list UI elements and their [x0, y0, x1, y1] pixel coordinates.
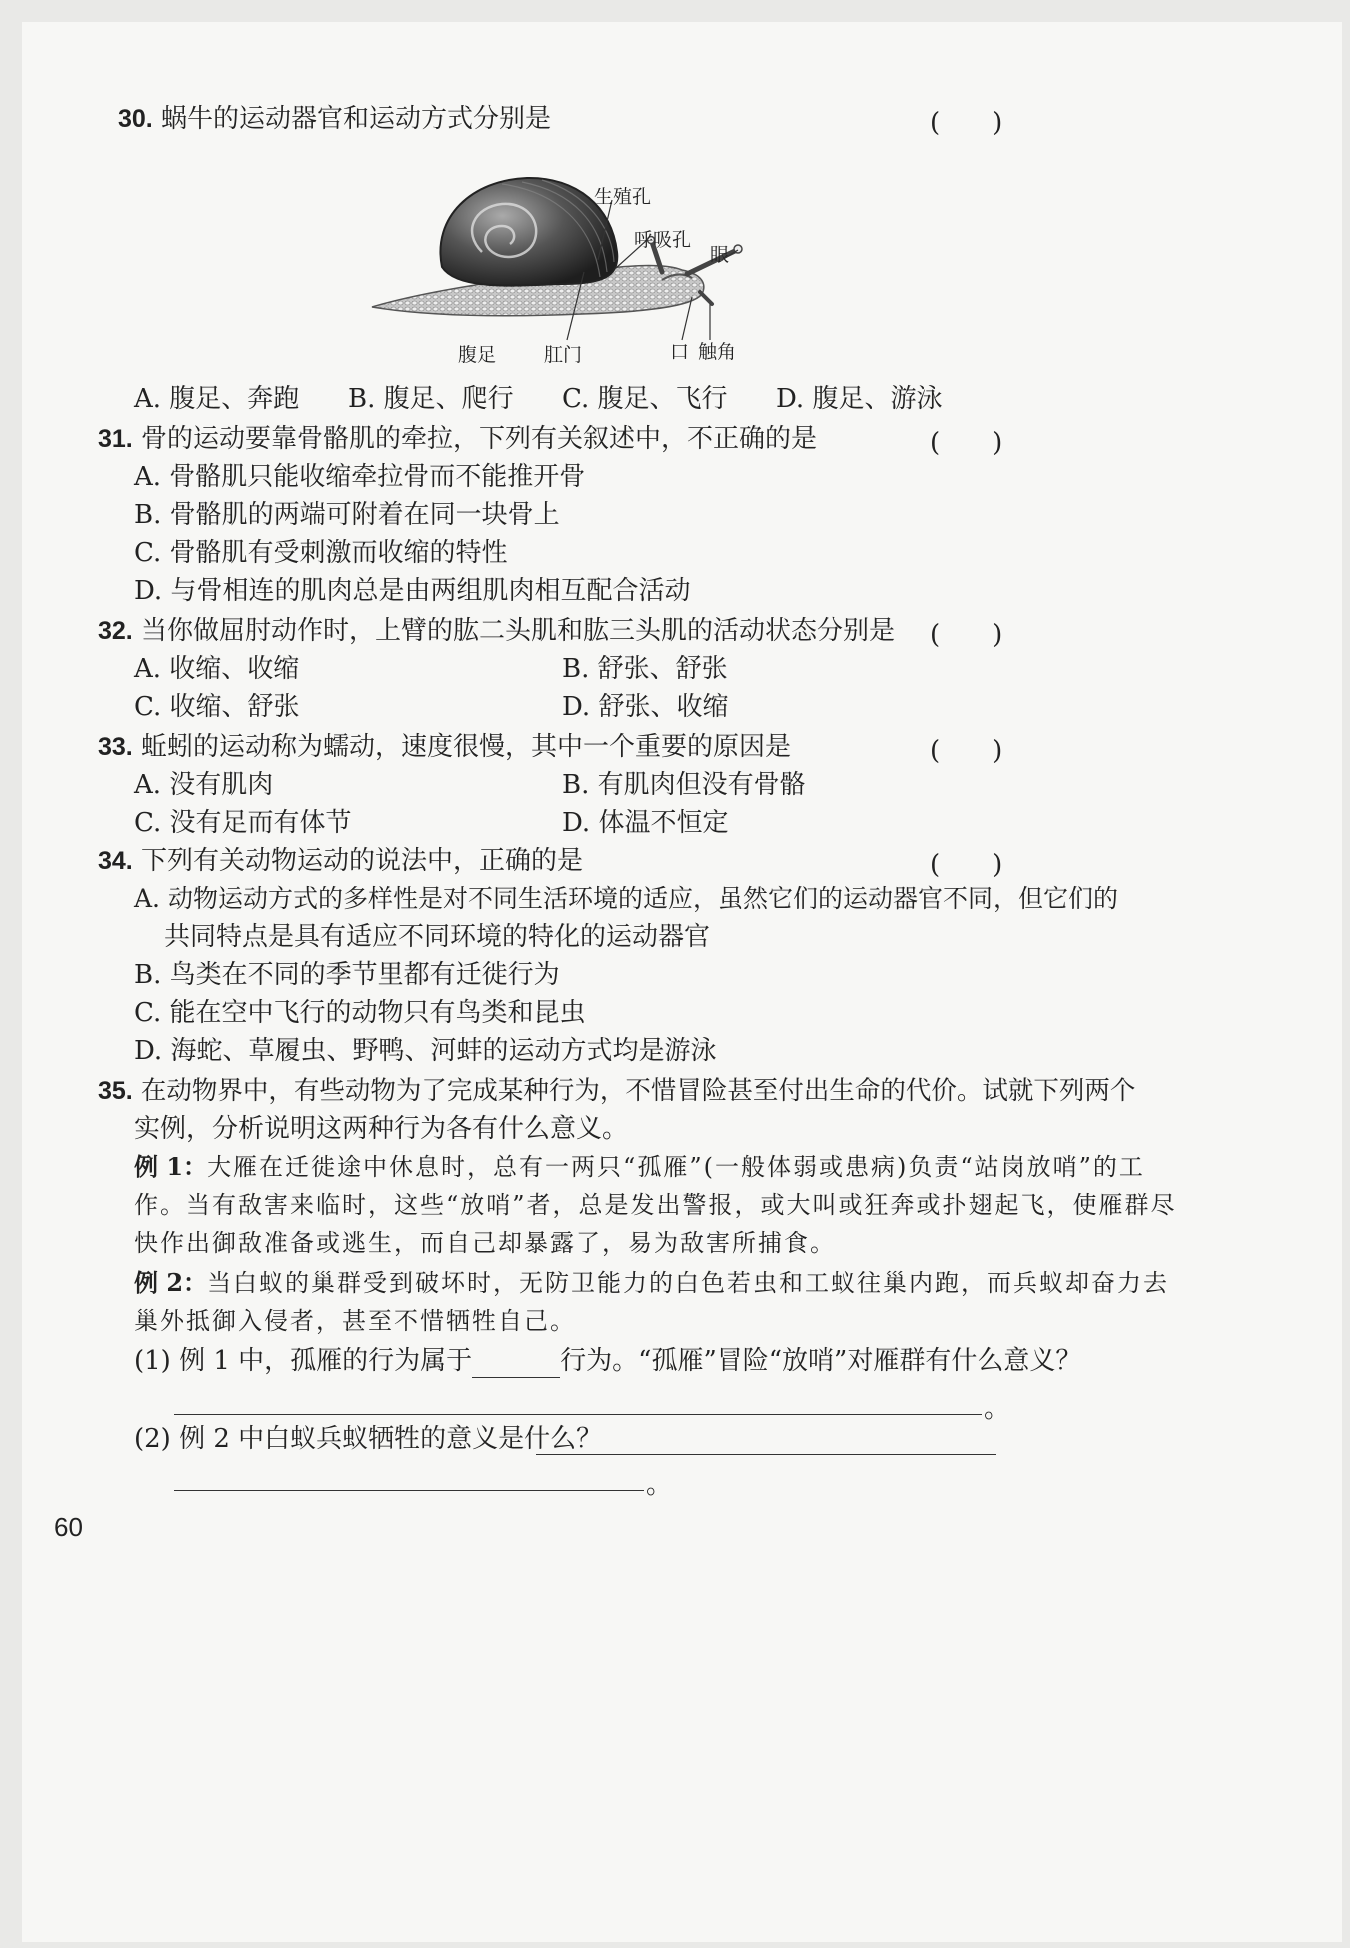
label-mouth: 口: [670, 341, 690, 363]
label-foot: 腹足: [458, 344, 497, 366]
question-stem-continued: 实例，分析说明这两种行为各有什么意义。: [134, 1114, 629, 1144]
answer-parenthesis: ( ): [930, 850, 1003, 880]
label-reproductive-pore: 生殖孔: [594, 186, 652, 208]
question-stem: 在动物界中，有些动物为了完成某种行为，不惜冒险甚至付出生命的代价。试就下列两个: [140, 1076, 1136, 1106]
option-d[interactable]: D. 体温不恒定: [562, 808, 729, 838]
example-1-line-1: 例 1：大雁在迁徙途中休息时，总有一两只“孤雁”(一般体弱或患病)负责“站岗放哨”的工: [134, 1152, 1145, 1181]
example-1-line-3: 快作出御敌准备或逃生，而自己却暴露了，易为敌害所捕食。: [134, 1229, 836, 1257]
example-2-line-2: 巢外抵御入侵者，甚至不惜牺牲自己。: [134, 1307, 576, 1335]
label-breathing-pore: 呼吸孔: [634, 229, 692, 251]
option-d[interactable]: D. 舒张、收缩: [562, 692, 729, 722]
option-d[interactable]: D. 与骨相连的肌肉总是由两组肌肉相互配合活动: [134, 576, 691, 606]
option-d[interactable]: D. 腹足、游泳: [776, 384, 943, 414]
snail-shell: [440, 178, 617, 286]
answer-line-3[interactable]: [174, 1490, 644, 1491]
question-34: [98, 844, 583, 878]
answer-parenthesis: ( ): [930, 620, 1003, 650]
question-number: 34.: [98, 847, 133, 875]
question-stem: 骨的运动要靠骨骼肌的牵拉，下列有关叙述中，不正确的是: [141, 424, 818, 454]
option-c[interactable]: C. 腹足、飞行: [562, 384, 728, 414]
question-35: [98, 1074, 1135, 1108]
answer-line-2[interactable]: [536, 1454, 996, 1455]
answer-line-1[interactable]: [174, 1414, 982, 1415]
answer-parenthesis: ( ): [930, 428, 1003, 458]
option-a[interactable]: A. 骨骼肌只能收缩牵拉骨而不能推开骨: [134, 462, 586, 492]
question-30: [118, 102, 551, 136]
question-stem: 蜗牛的运动器官和运动方式分别是: [161, 104, 552, 134]
label-eye: 眼: [710, 244, 730, 266]
page-number: 60: [54, 1512, 83, 1542]
option-c[interactable]: C. 没有足而有体节: [134, 808, 352, 838]
option-a-continued: 共同特点是具有适应不同环境的特化的运动器官: [164, 922, 711, 952]
question-number: 31.: [98, 425, 133, 453]
question-stem: 下列有关动物运动的说法中，正确的是: [141, 846, 584, 876]
question-number: 33.: [98, 733, 133, 761]
answer-parenthesis: ( ): [930, 108, 1003, 138]
example-2-label: 例 2：: [134, 1268, 208, 1297]
sub-question-1: (1) 例 1 中，孤雁的行为属于 行为。“孤雁”冒险“放哨”对雁群有什么意义？: [134, 1346, 1082, 1376]
fill-blank-behavior[interactable]: [472, 1349, 560, 1378]
option-a[interactable]: A. 动物运动方式的多样性是对不同生活环境的适应，虽然它们的运动器官不同，但它们的: [134, 884, 1118, 913]
option-b[interactable]: B. 骨骼肌的两端可附着在同一块骨上: [134, 500, 560, 530]
question-32: [98, 614, 895, 648]
question-33: [98, 730, 791, 764]
option-c[interactable]: C. 收缩、舒张: [134, 692, 300, 722]
option-a[interactable]: A. 没有肌肉: [134, 770, 274, 800]
example-1-label: 例 1：: [134, 1152, 208, 1181]
question-number: 32.: [98, 617, 133, 645]
answer-parenthesis: ( ): [930, 736, 1003, 766]
question-number: 30.: [118, 105, 153, 133]
option-a[interactable]: A. 腹足、奔跑: [134, 384, 300, 414]
question-stem: 当你做屈肘动作时，上臂的肱二头肌和肱三头肌的活动状态分别是: [141, 616, 896, 646]
period-mark: 。: [984, 1394, 1011, 1424]
option-b[interactable]: B. 有肌肉但没有骨骼: [562, 770, 806, 800]
question-31: [98, 422, 817, 456]
example-1-line-2: 作。当有敌害来临时，这些“放哨”者，总是发出警报，或大叫或狂奔或扑翅起飞，使雁群尽: [134, 1191, 1177, 1219]
option-c[interactable]: C. 骨骼肌有受刺激而收缩的特性: [134, 538, 508, 568]
label-anus: 肛门: [544, 344, 583, 366]
label-tentacle: 触角: [698, 341, 737, 363]
example-2-line-1: 例 2：当白蚁的巢群受到破坏时，无防卫能力的白色若虫和工蚁往巢内跑，而兵蚁却奋力去: [134, 1268, 1170, 1297]
period-mark: 。: [646, 1470, 673, 1500]
option-b[interactable]: B. 腹足、爬行: [348, 384, 514, 414]
option-d[interactable]: D. 海蛇、草履虫、野鸭、河蚌的运动方式均是游泳: [134, 1036, 717, 1066]
option-b[interactable]: B. 鸟类在不同的季节里都有迁徙行为: [134, 960, 560, 990]
option-b[interactable]: B. 舒张、舒张: [562, 654, 728, 684]
option-a[interactable]: A. 收缩、收缩: [134, 654, 300, 684]
question-stem: 蚯蚓的运动称为蠕动，速度很慢，其中一个重要的原因是: [141, 732, 792, 762]
question-number: 35.: [98, 1077, 133, 1105]
option-c[interactable]: C. 能在空中飞行的动物只有鸟类和昆虫: [134, 998, 586, 1028]
worksheet-page: [22, 22, 1342, 1942]
sub-question-2: (2) 例 2 中白蚁兵蚁牺牲的意义是什么？: [134, 1424, 603, 1454]
